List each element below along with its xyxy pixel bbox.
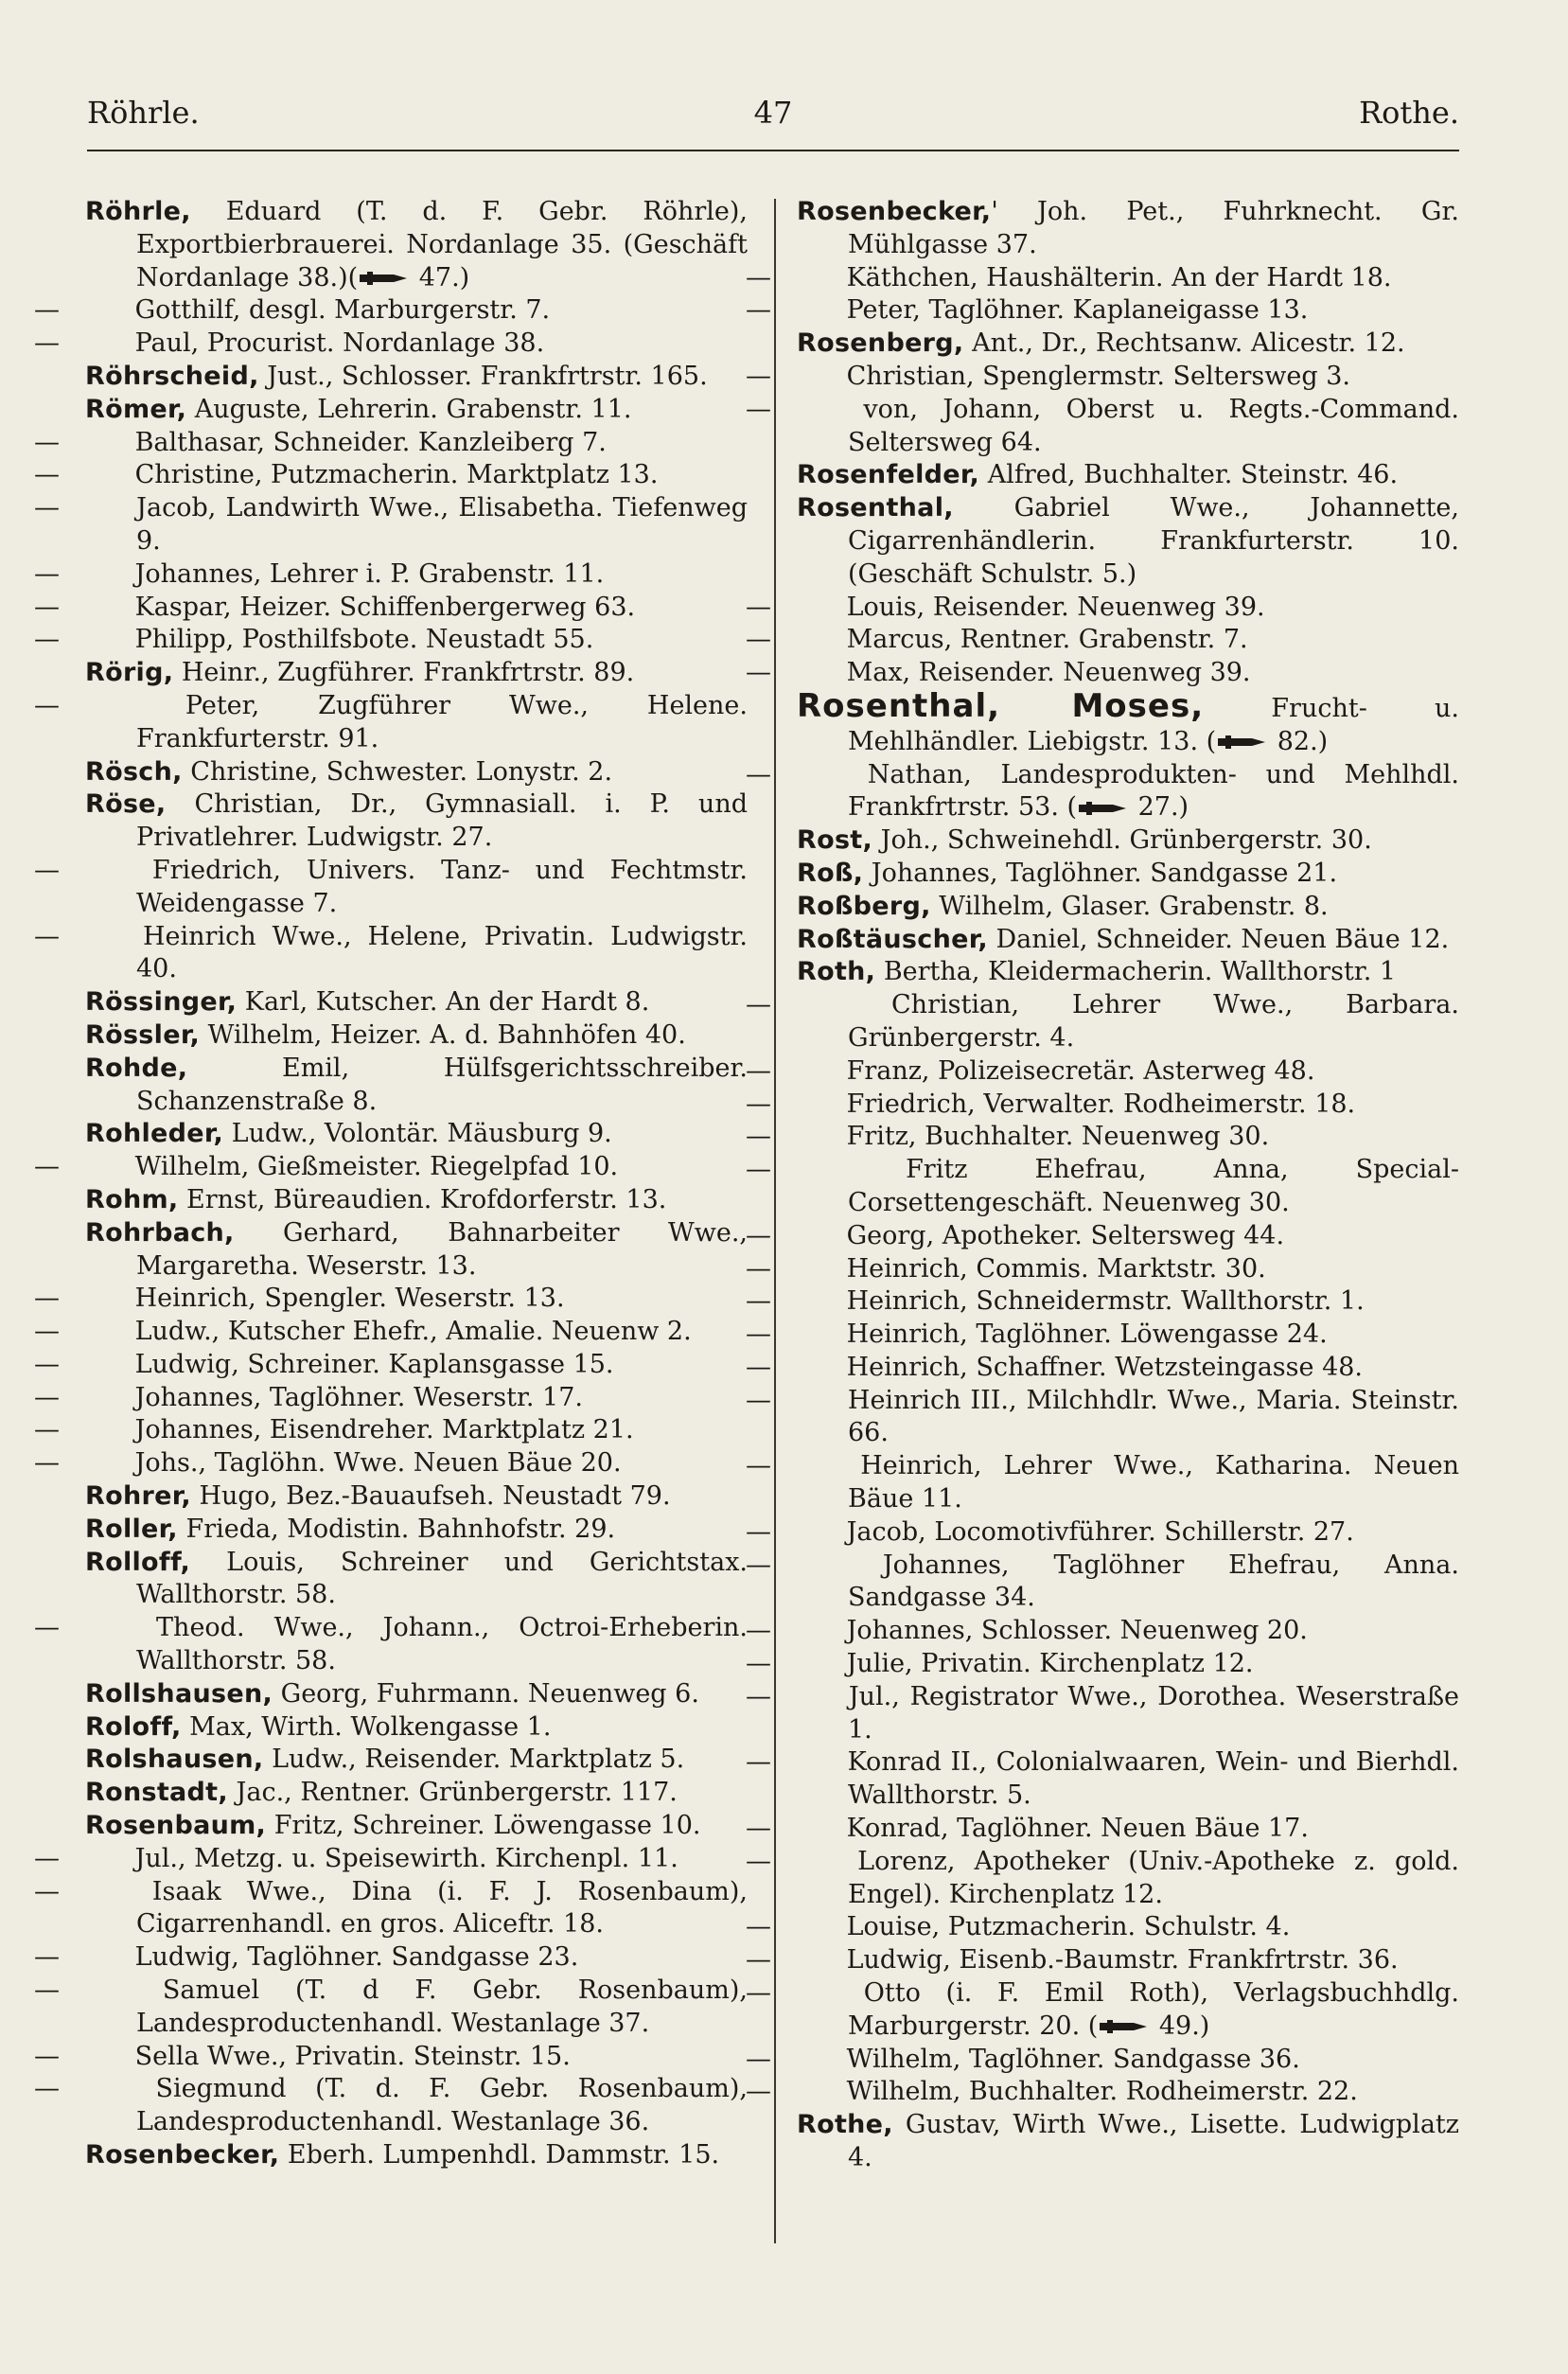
ditto-dash: — — [34, 1975, 60, 2006]
entry-details: Lorenz, Apotheker (Univ.-Apotheke z. gold. Engel). Kirchenplatz 12. — [838, 1846, 1459, 1909]
directory-entry — [85, 1678, 748, 1711]
entry-details: Heinrich, Lehrer Wwe., Katharina. Neuen Bäue 11. — [838, 1451, 1459, 1515]
entry-details: Louis, Reisender. Neuenweg 39. — [838, 592, 1265, 622]
directory-entry — [797, 459, 1459, 492]
entry-details: ' Joh. Pet., Fuhrknecht. Gr. Mühlgasse 37. — [848, 197, 1459, 259]
entry-details: Wilhelm, Glaser. Grabenstr. 8. — [930, 891, 1329, 921]
entry-details: Joh., Schweinehdl. Grünbergerstr. 30. — [872, 825, 1372, 856]
ditto-dash: — — [746, 1616, 771, 1646]
telephone-number: 27.) — [1130, 792, 1189, 823]
ditto-dash: — — [746, 1747, 771, 1778]
surname: Röhrle, — [85, 197, 191, 226]
entry-details: Christine, Putzmacherin. Marktplatz 13. — [127, 460, 659, 490]
surname: Rohde, — [85, 1053, 188, 1083]
directory-entry — [34, 1447, 748, 1480]
entry-details: Karl, Kutscher. An der Hardt 8. — [237, 987, 650, 1018]
surname: Rohrer, — [85, 1481, 191, 1512]
directory-entry — [746, 1813, 1459, 1846]
surname: Rollshausen, — [85, 1678, 273, 1709]
directory-entry — [85, 1777, 748, 1810]
directory-entry — [746, 1911, 1459, 1944]
ditto-dash: — — [34, 592, 60, 622]
ditto-dash: — — [34, 1843, 60, 1873]
directory-entry — [34, 1975, 748, 2041]
ditto-dash: — — [746, 2044, 771, 2074]
directory-entry — [85, 1053, 748, 1119]
entry-details: Ludw., Kutscher Ehefr., Amalie. Neuenw 2. — [127, 1317, 692, 1347]
directory-entry — [797, 891, 1459, 924]
directory-entry — [34, 1612, 748, 1678]
ditto-dash: — — [746, 1681, 771, 1711]
directory-entry — [34, 2041, 748, 2074]
ditto-dash: — — [34, 558, 60, 589]
directory-entry — [797, 328, 1459, 361]
entry-details: Johannes, Schlosser. Neuenweg 20. — [838, 1616, 1308, 1646]
entry-details: Friedrich, Verwalter. Rodheimerstr. 18. — [838, 1089, 1356, 1119]
directory-entry — [85, 1019, 748, 1053]
surname: Rössinger, — [85, 987, 238, 1018]
entry-details: Gabriel Wwe., Johannette, Cigarrenhändlerin. Frankfurterstr. 10. (Geschäft Schulstr. 5.) — [848, 493, 1459, 589]
entry-details: Max, Wirth. Wolkengasse 1. — [181, 1711, 552, 1742]
entry-details: Friedrich, Univers. Tanz- und Fechtmstr. Weidengasse 7. — [127, 855, 748, 918]
directory-entry — [34, 592, 748, 625]
surname: Röhrscheid, — [85, 361, 259, 391]
surname: Rösch, — [85, 756, 183, 787]
entry-details: Käthchen, Haushälterin. An der Hardt 18. — [838, 262, 1392, 292]
ditto-dash: — — [746, 1978, 771, 2009]
directory-entry — [34, 2073, 748, 2139]
entry-details: Jacob, Locomotivführer. Schillerstr. 27. — [838, 1516, 1354, 1547]
ditto-dash: — — [34, 1284, 60, 1314]
ditto-dash: — — [34, 1382, 60, 1412]
ditto-dash: — — [746, 1649, 771, 1679]
ditto-dash: — — [746, 759, 771, 789]
directory-entry — [797, 858, 1459, 891]
directory-entry — [797, 824, 1459, 858]
page-number: 47 — [753, 95, 793, 131]
right-column — [746, 196, 1459, 2175]
ditto-dash: — — [34, 1152, 60, 1182]
surname: Roßtäuscher, — [797, 924, 988, 954]
directory-entry — [85, 1514, 748, 1547]
ditto-dash: — — [746, 262, 771, 292]
surname: Roßberg, — [797, 891, 931, 921]
telephone-number: 49.) — [1151, 2011, 1210, 2041]
entry-details: Christian, Dr., Gymnasiall. i. P. und Privatlehrer. Ludwigstr. 27. — [136, 789, 748, 853]
ditto-dash: — — [34, 855, 60, 885]
entry-details: Fritz, Schreiner. Löwengasse 10. — [266, 1811, 701, 1841]
entry-details: Gerhard, Bahnarbeiter Wwe., Margaretha. Weserstr. 13. — [136, 1217, 748, 1281]
ditto-dash: — — [746, 1451, 771, 1481]
directory-entry — [34, 1316, 748, 1349]
entry-details: Frieda, Modistin. Bahnhofstr. 29. — [177, 1514, 616, 1544]
directory-entry — [746, 1089, 1459, 1122]
ditto-dash: — — [746, 1550, 771, 1580]
directory-entry — [85, 1810, 748, 1843]
header-rule — [87, 150, 1459, 151]
surname: Rothe, — [797, 2110, 893, 2140]
entry-details: Just., Schlosser. Frankfrtrstr. 165. — [258, 361, 708, 391]
ditto-dash: — — [34, 493, 60, 523]
entry-details: Julie, Privatin. Kirchenplatz 12. — [838, 1649, 1254, 1679]
ditto-dash: — — [746, 2077, 771, 2107]
entry-details: Balthasar, Schneider. Kanzleiberg 7. — [127, 427, 607, 457]
directory-entry — [746, 1253, 1459, 1286]
directory-entry — [746, 1450, 1459, 1516]
entry-details: Hugo, Bez.-Bauaufseh. Neustadt 79. — [190, 1481, 671, 1512]
ditto-dash: — — [746, 592, 771, 622]
page-header — [87, 95, 1459, 142]
directory-entry — [34, 328, 748, 361]
directory-entry — [797, 492, 1459, 591]
entry-details: Ludw., Volontär. Mäusburg 9. — [223, 1119, 612, 1149]
ditto-dash: — — [34, 2041, 60, 2071]
telephone-hand-icon — [358, 269, 411, 288]
directory-entry — [85, 361, 748, 394]
entry-details: Philipp, Posthilfsbote. Neustadt 55. — [127, 625, 594, 655]
directory-entry — [85, 1547, 748, 1613]
directory-entry — [746, 2076, 1459, 2109]
entry-details: Ludwig, Taglöhner. Sandgasse 23. — [127, 1942, 579, 1973]
directory-entry — [746, 2044, 1459, 2077]
ditto-dash: — — [34, 1613, 60, 1643]
entry-details: Fritz, Buchhalter. Neuenweg 30. — [838, 1122, 1270, 1152]
entry-details: Johannes, Taglöhner. Weserstr. 17. — [127, 1382, 583, 1412]
directory-entry — [797, 956, 1459, 989]
surname: Rohleder, — [85, 1119, 224, 1149]
directory-entry — [34, 427, 748, 460]
entry-details: Wilhelm, Buchhalter. Rodheimerstr. 22. — [838, 2077, 1358, 2107]
entry-details: Max, Reisender. Neuenweg 39. — [838, 658, 1251, 688]
entry-details: Eduard (T. d. F. Gebr. Röhrle), Exportbierbrauerei. Nordanlage 35. (Geschäft Nordanlage 38.)( — [136, 197, 748, 292]
directory-entry — [746, 657, 1459, 690]
ditto-dash: — — [746, 361, 771, 391]
ditto-dash: — — [34, 1876, 60, 1906]
entry-details: Konrad, Taglöhner. Neuen Bäue 17. — [838, 1814, 1309, 1844]
surname: Rosenthal, — [797, 493, 954, 523]
ditto-dash: — — [746, 658, 771, 688]
entry-details: Johannes, Eisendreher. Marktplatz 21. — [127, 1415, 634, 1445]
entry-details: Auguste, Lehrerin. Grabenstr. 11. — [186, 394, 632, 424]
directory-entry — [85, 196, 748, 294]
directory-entry — [746, 624, 1459, 657]
directory-entry — [85, 788, 748, 855]
directory-entry — [746, 1121, 1459, 1154]
entry-details: Franz, Polizeisecretär. Asterweg 48. — [838, 1055, 1315, 1086]
directory-entry — [85, 986, 748, 1019]
directory-entry — [746, 592, 1459, 625]
ditto-dash: — — [746, 1945, 771, 1975]
entry-details: Kaspar, Heizer. Schiffenbergerweg 63. — [127, 592, 636, 622]
entry-details: Isaak Wwe., Dina (i. F. J. Rosenbaum), Cigarrenhandl. en gros. Aliceftr. 18. — [127, 1876, 748, 1940]
entry-details: Nathan, Landesprodukten- und Mehlhdl. Frankfrtrstr. 53. ( — [838, 759, 1459, 823]
entry-details: Daniel, Schneider. Neuen Bäue 12. — [987, 924, 1450, 954]
telephone-hand-icon — [1077, 799, 1130, 818]
directory-entry — [746, 294, 1459, 328]
ditto-dash: — — [746, 1220, 771, 1250]
entry-details: Peter, Taglöhner. Kaplaneigasse 13. — [838, 295, 1309, 326]
entry-details: Eberh. Lumpenhdl. Dammstr. 15. — [279, 2140, 720, 2170]
directory-entry — [34, 1941, 748, 1975]
ditto-dash: — — [746, 1352, 771, 1382]
ditto-dash: — — [746, 1385, 771, 1415]
directory-entry — [746, 1681, 1459, 1747]
ditto-dash: — — [34, 921, 60, 951]
entry-details: Johs., Taglöhn. Wwe. Neuen Bäue 20. — [127, 1448, 622, 1479]
directory-entry — [85, 394, 748, 427]
ditto-dash: — — [34, 1415, 60, 1445]
entry-details: Siegmund (T. d. F. Gebr. Rosenbaum), Landesproductenhandl. Westanlage 36. — [127, 2074, 748, 2137]
directory-entry — [34, 921, 748, 987]
entry-details: Heinrich, Taglöhner. Löwengasse 24. — [838, 1320, 1328, 1350]
directory-entry — [34, 1876, 748, 1942]
directory-entry — [34, 459, 748, 492]
surname: Rössler, — [85, 1019, 201, 1050]
entry-details: Wilhelm, Gießmeister. Riegelpfad 10. — [127, 1152, 619, 1182]
entry-details: Heinrich, Spengler. Weserstr. 13. — [127, 1284, 565, 1314]
entry-details: Gotthilf, desgl. Marburgerstr. 7. — [127, 295, 551, 326]
entry-details: Jac., Rentner. Grünbergerstr. 117. — [227, 1778, 678, 1808]
entry-details: Jul., Metzg. u. Speisewirth. Kirchenpl. 11. — [127, 1843, 678, 1873]
ditto-dash: — — [746, 1155, 771, 1185]
header-right-name: Rothe. — [1359, 95, 1459, 131]
surname: Rörig, — [85, 658, 174, 688]
entry-details: Alfred, Buchhalter. Steinstr. 46. — [979, 460, 1399, 490]
entry-details: Johannes, Lehrer i. P. Grabenstr. 11. — [127, 558, 605, 589]
ditto-dash: — — [34, 2074, 60, 2104]
directory-entry — [797, 196, 1459, 262]
telephone-hand-icon — [1216, 733, 1269, 752]
ditto-dash: — — [746, 1320, 771, 1350]
surname: Rolloff, — [85, 1547, 191, 1577]
directory-entry — [746, 1285, 1459, 1319]
entry-details: Ernst, Büreaudien. Krofdorferstr. 13. — [178, 1184, 667, 1214]
ditto-dash: — — [34, 295, 60, 326]
directory-entry — [34, 1283, 748, 1316]
surname: Röse, — [85, 789, 167, 820]
telephone-number: 47.) — [411, 262, 470, 292]
directory-entry — [746, 1746, 1459, 1813]
ditto-dash: — — [746, 1089, 771, 1119]
entry-details: Otto (i. F. Emil Roth), Verlagsbuchhdlg. Marburgerstr. 20. ( — [838, 1978, 1459, 2041]
entry-details: Bertha, Kleidermacherin. Wallthorstr. 1 — [875, 957, 1397, 987]
directory-entry — [746, 1319, 1459, 1352]
surname: Rosenthal, Moses, — [797, 686, 1205, 725]
surname: Rosenberg, — [797, 328, 964, 359]
entry-details: Johannes, Taglöhner. Sandgasse 21. — [863, 858, 1338, 888]
directory-entry — [746, 394, 1459, 460]
ditto-dash: — — [746, 1286, 771, 1317]
left-column — [34, 196, 748, 2172]
entry-details: Sella Wwe., Privatin. Steinstr. 15. — [127, 2041, 571, 2071]
entry-details: Heinr., Zugführer. Frankfrtrstr. 89. — [173, 658, 635, 688]
telephone-number: 82.) — [1269, 726, 1329, 756]
directory-entry — [746, 361, 1459, 394]
surname: Roß, — [797, 858, 864, 888]
entry-details: Heinrich III., Milchhdlr. Wwe., Maria. Steinstr. 66. — [838, 1385, 1459, 1448]
directory-entry — [34, 855, 748, 921]
ditto-dash: — — [746, 1814, 771, 1844]
directory-entry — [85, 1711, 748, 1745]
entry-details: Jul., Registrator Wwe., Dorothea. Weserstraße 1. — [838, 1681, 1459, 1745]
entry-details: Emil, Hülfsgerichtsschreiber. Schanzenstraße 8. — [136, 1053, 748, 1116]
directory-entry — [85, 2139, 748, 2172]
entry-details: Wilhelm, Heizer. A. d. Bahnhöfen 40. — [200, 1019, 686, 1050]
surname: Rolshausen, — [85, 1745, 264, 1775]
directory-entry — [34, 690, 748, 756]
directory-entry — [34, 492, 748, 558]
entry-details: Ludwig, Eisenb.-Baumstr. Frankfrtrstr. 36. — [838, 1945, 1399, 1975]
entry-details: Gustav, Wirth Wwe., Lisette. Ludwigplatz 4. — [848, 2110, 1459, 2173]
directory-entry — [85, 1118, 748, 1151]
entry-details: Marcus, Rentner. Grabenstr. 7. — [838, 625, 1248, 655]
directory-entry — [746, 1220, 1459, 1253]
directory-entry — [34, 558, 748, 592]
ditto-dash: — — [746, 295, 771, 326]
column-divider — [774, 199, 776, 2243]
entry-details: Jacob, Landwirth Wwe., Elisabetha. Tiefenweg 9. — [127, 493, 748, 556]
directory-entry — [746, 989, 1459, 1055]
entry-details: Frucht- u. Mehlhändler. Liebigstr. 13. ( — [848, 693, 1459, 756]
entry-details: Samuel (T. d F. Gebr. Rosenbaum), Landesproductenhandl. Westanlage 37. — [127, 1975, 748, 2038]
directory-entry — [34, 1414, 748, 1447]
entry-details: Georg, Fuhrmann. Neuenweg 6. — [273, 1678, 699, 1709]
entry-details: von, Johann, Oberst u. Regts.-Command. Seltersweg 64. — [838, 394, 1459, 457]
surname: Rohm, — [85, 1184, 179, 1214]
directory-entry — [746, 1846, 1459, 1912]
entry-details: Ludw., Reisender. Marktplatz 5. — [263, 1745, 685, 1775]
entry-details: Theod. Wwe., Johann., Octroi-Erheberin. Wallthorstr. 58. — [127, 1613, 748, 1676]
directory-entry — [746, 1550, 1459, 1616]
entry-details: Johannes, Taglöhner Ehefrau, Anna. Sandgasse 34. — [838, 1550, 1459, 1613]
ditto-dash: — — [34, 1317, 60, 1347]
ditto-dash: — — [34, 427, 60, 457]
header-left-name: Röhrle. — [87, 95, 200, 131]
surname: Roller, — [85, 1514, 178, 1544]
ditto-dash: — — [34, 1942, 60, 1973]
ditto-dash: — — [746, 1055, 771, 1086]
entry-details: Peter, Zugführer Wwe., Helene. Frankfurterstr. 91. — [127, 690, 748, 753]
directory-entry — [34, 1382, 748, 1415]
entry-details: Fritz Ehefrau, Anna, Special-Corsettengeschäft. Neuenweg 30. — [838, 1155, 1459, 1217]
entry-details: Konrad II., Colonialwaaren, Wein- und Bierhdl. Wallthorstr. 5. — [838, 1747, 1459, 1811]
entry-details: Heinrich, Commis. Marktstr. 30. — [838, 1253, 1266, 1284]
surname: Roth, — [797, 957, 876, 987]
entry-details: Heinrich, Schneidermstr. Wallthorstr. 1. — [838, 1286, 1365, 1317]
entry-details: Christian, Spenglermstr. Seltersweg 3. — [838, 361, 1350, 391]
directory-entry — [746, 1977, 1459, 2044]
ditto-dash: — — [34, 1349, 60, 1379]
directory-entry — [85, 756, 748, 789]
entry-details: Paul, Procurist. Nordanlage 38. — [127, 328, 545, 359]
directory-entry — [746, 1615, 1459, 1648]
ditto-dash: — — [746, 1912, 771, 1942]
entry-details: Christian, Lehrer Wwe., Barbara. Grünbergerstr. 4. — [838, 990, 1459, 1053]
directory-entry — [746, 1516, 1459, 1550]
ditto-dash: — — [34, 460, 60, 490]
directory-entry — [797, 686, 1459, 759]
entry-details: Louis, Schreiner und Gerichtstax. Wallthorstr. 58. — [136, 1547, 748, 1610]
ditto-dash: — — [34, 1448, 60, 1479]
surname: Rosenbaum, — [85, 1811, 267, 1841]
ditto-dash: — — [746, 1253, 771, 1284]
surname: Rosenbecker, — [85, 2140, 280, 2170]
directory-entry — [746, 1154, 1459, 1220]
ditto-dash: — — [34, 690, 60, 720]
directory-entry — [34, 1843, 748, 1876]
directory-entry — [34, 1349, 748, 1382]
surname: Römer, — [85, 394, 187, 424]
surname: Ronstadt, — [85, 1778, 228, 1808]
ditto-dash: — — [746, 990, 771, 1020]
ditto-dash: — — [746, 1846, 771, 1876]
ditto-dash: — — [746, 1516, 771, 1547]
surname: Roloff, — [85, 1711, 182, 1742]
entry-details: Georg, Apotheker. Seltersweg 44. — [838, 1220, 1285, 1250]
surname: Rost, — [797, 825, 873, 856]
ditto-dash: — — [34, 625, 60, 655]
telephone-hand-icon — [1098, 2017, 1151, 2036]
directory-entry — [797, 924, 1459, 957]
entry-details: Heinrich, Schaffner. Wetzsteingasse 48. — [838, 1352, 1364, 1382]
directory-entry — [746, 759, 1459, 825]
directory-entry — [85, 1184, 748, 1217]
ditto-dash: — — [746, 1122, 771, 1152]
directory-entry — [746, 1944, 1459, 1977]
directory-entry — [746, 1352, 1459, 1385]
ditto-dash: — — [746, 625, 771, 655]
entry-details: Christine, Schwester. Lonystr. 2. — [182, 756, 613, 787]
directory-entry — [34, 624, 748, 657]
directory-entry — [797, 2109, 1459, 2175]
surname: Rohrbach, — [85, 1217, 235, 1248]
directory-entry — [746, 1055, 1459, 1089]
surname: Rosenbecker, — [797, 197, 992, 226]
directory-entry — [746, 1385, 1459, 1451]
entry-details: Louise, Putzmacherin. Schulstr. 4. — [838, 1912, 1291, 1942]
ditto-dash: — — [34, 328, 60, 359]
entry-details: Ant., Dr., Rechtsanw. Alicestr. 12. — [963, 328, 1405, 359]
directory-entry — [85, 1480, 748, 1514]
surname: Rosenfelder, — [797, 460, 980, 490]
entry-details: Wilhelm, Taglöhner. Sandgasse 36. — [838, 2044, 1300, 2074]
directory-entry — [34, 1151, 748, 1184]
directory-entry — [34, 294, 748, 328]
directory-entry — [746, 1648, 1459, 1681]
directory-entry — [85, 1217, 748, 1284]
ditto-dash: — — [746, 394, 771, 424]
directory-entry — [85, 657, 748, 690]
directory-entry — [85, 1744, 748, 1777]
directory-entry — [746, 262, 1459, 295]
entry-details: Heinrich Wwe., Helene, Privatin. Ludwigstr. 40. — [127, 921, 748, 984]
entry-details: Ludwig, Schreiner. Kaplansgasse 15. — [127, 1349, 614, 1379]
